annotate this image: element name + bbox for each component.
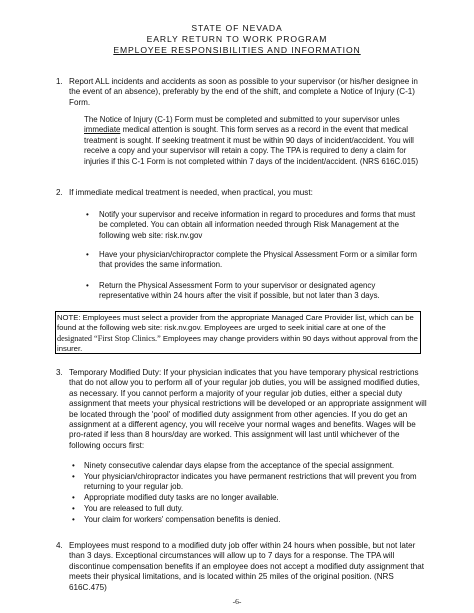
section-3-bullet-2: Your physician/chiropractor indicates you have permanent restrictions that will prevent you from returning to your regular job. [84,472,417,492]
note-part-2: designated “First Stop Clinics.” [57,333,161,343]
header-title: EMPLOYEE RESPONSIBILITIES AND INFORMATION [113,45,361,55]
header-program: EARLY RETURN TO WORK PROGRAM [146,34,328,44]
section-1-text: Report ALL incidents and accidents as soon as possible to your supervisor (or his/her designee in the event of an absence), preferably by the end of the shift, and complete a Notice of Injury (C-1) Form. [69,77,418,107]
section-2-bullet-1: Notify your supervisor and receive information in regard to procedures and forms that must be completed. You can obtain all information needed through Risk Management at the following web site: risk.nv.gov [99,210,416,240]
section-1-sub-emphasis: immediate [84,125,121,135]
note-part-3: Employees may change providers within 90 days without approval from the insurer. [57,333,418,353]
section-3-bullet-1: Ninety consecutive calendar days elapse from the acceptance of the special assignment. [84,461,395,470]
section-2-number: 2. [56,188,63,197]
section-2-bullet-3-dot: • [86,281,89,290]
section-1-sub-after: medical attention is sought. This form serves as a record in the event that medical treatment is sought. If seeking treatment it must be within 90 days of incident/accident. You will receive a copy and your supervisor will retain a copy. The TPA is required to deny a claim for injuries if this C-1 Form is not completed within 7 days of the incident/accident. (NRS 616C.015) [84,125,419,166]
note-text [57,313,419,354]
section-2-bullet-3: Return the Physical Assessment Form to your supervisor or designated agency representative within 24 hours after the visit if possible, but not later than 3 days. [99,281,380,301]
section-3-bullet-5-dot: • [72,515,75,524]
note-part-1: NOTE: Employees must select a provider from the appropriate Managed Care Provider list, which can be found at the following web site: risk.nv.gov. Employees are urged to seek initial care at one of the [57,313,414,333]
section-1-number: 1. [56,77,63,86]
section-4-text: Employees must respond to a modified duty job offer within 24 hours when possible, but not later than 3 days. Exceptional circumstances will allow up to 7 days for a response. The TPA will discontinue compensation benefits if an employee does not accept a modified duty assignment that meets their physical limitations, and is located within 25 miles of the original position. (NRS 616C.475) [69,541,424,592]
header-state: STATE OF NEVADA [191,23,283,33]
section-3-bullet-3-dot: • [72,493,75,502]
section-3-text: Temporary Modified Duty: If your physician indicates that you have temporary physical restrictions that do not allow you to perform all of your regular job duties, you will be assigned modified duties, as necessary. If you cannot perform a majority of your regular job duties, either a special duty assignment that meets your physical restrictions will be developed or an appropriate assignment will be located through the 'pool' of modified duty assignment from other agencies. If you do get an assignment at a different agency, you will receive your normal wages and benefits. Wages will be pro-rated if less than 8 hours/day are worked. This assignment will last until whichever of the following occurs first: [69,368,427,450]
section-2-bullet-2: Have your physician/chiropractor complete the Physical Assessment Form or a similar form that provides the same information. [99,250,417,270]
section-3-bullet-3: Appropriate modified duty tasks are no longer available. [84,493,279,502]
section-3-bullet-5: Your claim for workers' compensation benefits is denied. [84,515,281,524]
section-4-number: 4. [56,541,63,550]
page-number: -6- [232,597,242,606]
section-1-sub-before: The Notice of Injury (C-1) Form must be completed and submitted to your supervisor unles [84,115,400,124]
section-2-text: If immediate medical treatment is needed, when practical, you must: [69,188,313,197]
section-1-subparagraph [84,115,424,167]
section-3-bullet-4: You are released to full duty. [84,504,184,513]
section-2-bullet-1-dot: • [86,210,89,219]
section-3-bullet-4-dot: • [72,504,75,513]
section-2-bullet-2-dot: • [86,250,89,259]
section-3-number: 3. [56,368,63,377]
section-3-bullet-2-dot: • [72,472,75,481]
section-3-bullet-1-dot: • [72,461,75,470]
